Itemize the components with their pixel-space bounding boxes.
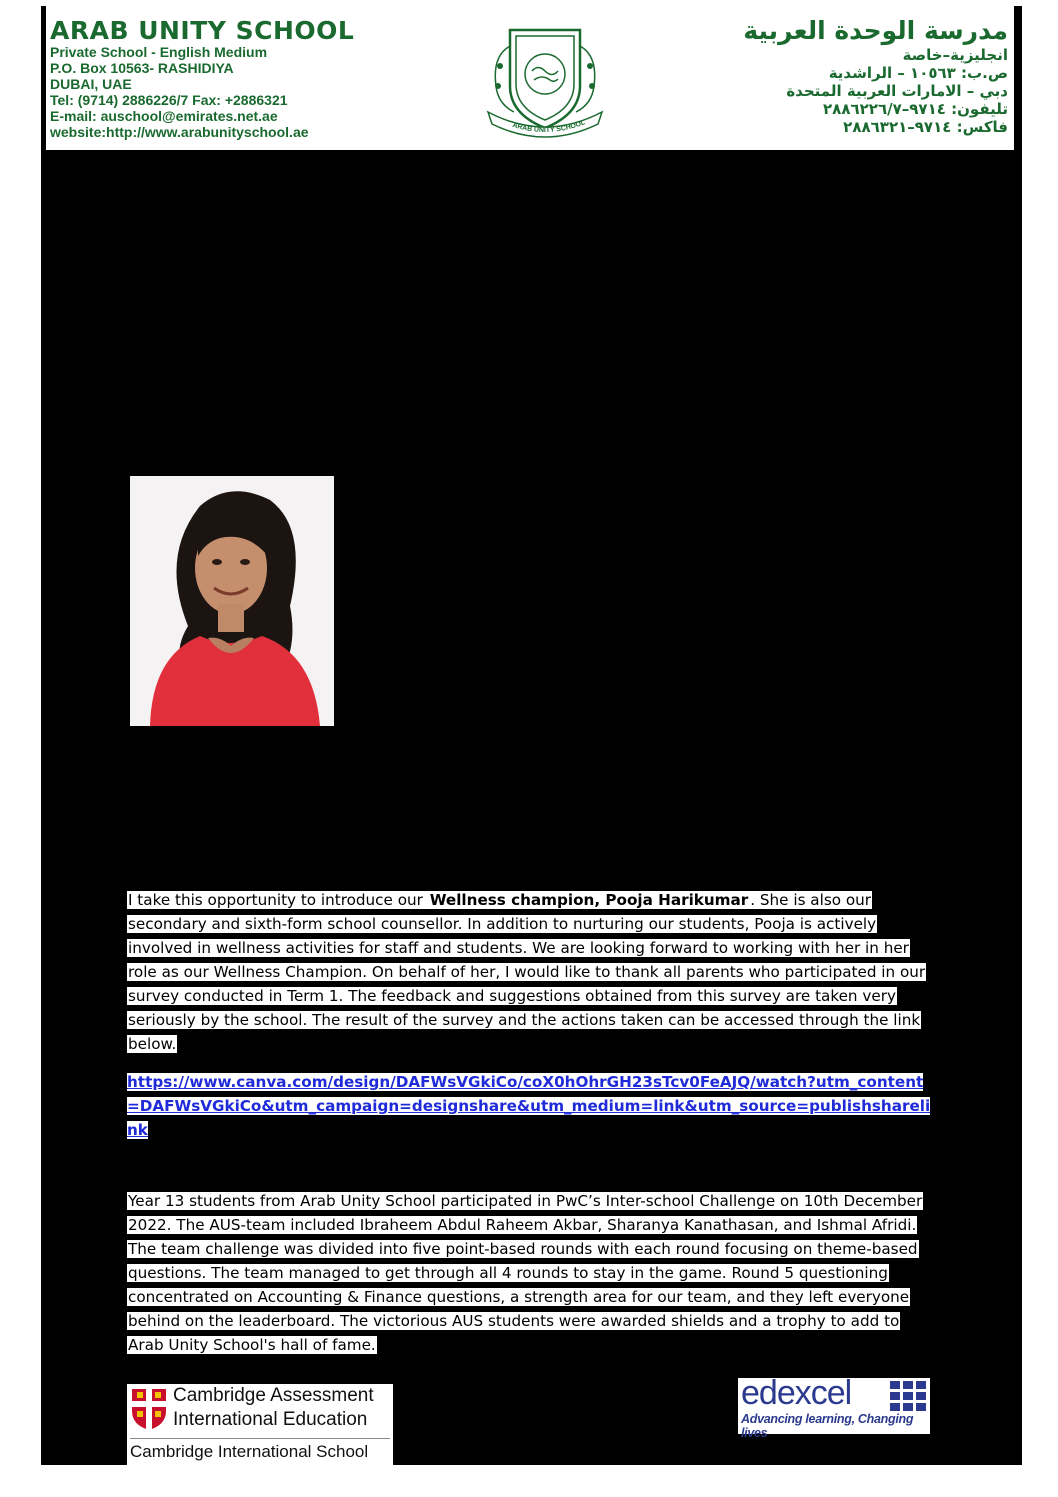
crest-ribbon-text: ARAB UNITY SCHOOL <box>511 119 587 135</box>
school-name-ar: مدرسة الوحدة العربية <box>743 16 1008 45</box>
wellness-paragraph <box>127 888 932 1056</box>
letterhead <box>46 6 1014 150</box>
wellness-champion-photo <box>130 476 334 726</box>
cambridge-logo <box>127 1384 393 1466</box>
website-line: website:http://www.arabunityschool.ae <box>50 124 309 140</box>
address-line-ar: ص.ب: ١٠٥٦٣ – الراشدية <box>828 64 1008 82</box>
phone-line: Tel: (9714) 2886226/7 Fax: +2886321 <box>50 92 288 108</box>
address-line-ar: دبي – الامارات العربية المتحدة <box>786 82 1008 100</box>
cambridge-divider <box>130 1438 390 1439</box>
address-line: DUBAI, UAE <box>50 76 132 92</box>
address-line-ar: انجليزية–خاصة <box>902 46 1008 64</box>
cambridge-line3: Cambridge International School <box>130 1442 369 1461</box>
email-line: E-mail: auschool@emirates.net.ae <box>50 108 278 124</box>
address-line: P.O. Box 10563- RASHIDIYA <box>50 60 234 76</box>
edexcel-wordmark: edexcel <box>741 1374 852 1412</box>
portrait-image <box>130 476 334 726</box>
wellness-intro: I take this opportunity to introduce our <box>128 891 428 909</box>
phone-line-ar: تليفون: ٩٧١٤–٢٨٨٦٢٢٦/٧ <box>823 100 1008 118</box>
school-crest-icon <box>480 16 610 140</box>
pwc-paragraph <box>127 1189 932 1357</box>
letterhead-english <box>50 18 354 140</box>
edexcel-tagline: Advancing learning, Changing lives <box>741 1412 914 1440</box>
school-name-en: ARAB UNITY SCHOOL <box>50 16 355 45</box>
cambridge-shield-icon <box>130 1387 168 1431</box>
edexcel-logo <box>738 1374 930 1440</box>
letterhead-arabic <box>743 16 1008 136</box>
wellness-body: . She is also our secondary and sixth-form school counsellor. In addition to nurturing our students, Pooja is actively involved in wellness activities for staff and students. We are looking forward to working with her in her role as our Wellness Champion. On behalf of her, I would like to thank all parents who participated in our survey conducted in Term 1. The feedback and suggestions obtained from this survey are taken very seriously by the school. The result of the survey and the actions taken can be accessed through the link below. <box>128 891 926 1053</box>
pwc-text: Year 13 students from Arab Unity School participated in PwC’s Inter-school Challenge on 10th December 2022. The AUS-team included Ibraheem Abdul Raheem Akbar, Sharanya Kanathasan, and Ishmal Afridi. The team challenge was divided into five point-based rounds with each round focusing on theme-based questions. The team managed to get through all 4 rounds to stay in the game. Round 5 questioning concentrated on Accounting & Finance questions, a strength area for our team, and they left everyone behind on the leaderboard. The victorious AUS students were awarded shields and a trophy to add to Arab Unity School's hall of fame. <box>128 1192 923 1354</box>
cambridge-line2: International Education <box>173 1409 368 1430</box>
survey-link[interactable]: https://www.canva.com/design/DAFWsVGkiCo/coX0hOhrGH23sTcv0FeAJQ/watch?utm_content=DAFWsVGkiCo&utm_campaign=designshare&utm_medium=link&utm_source=publishsharelink <box>127 1073 931 1139</box>
address-line: Private School - English Medium <box>50 44 268 60</box>
wellness-highlight: Wellness champion, Pooja Harikumar <box>429 891 749 909</box>
edexcel-grid-icon <box>890 1381 926 1411</box>
fax-line-ar: فاكس: ٩٧١٤–٢٨٨٦٣٢١ <box>843 118 1008 136</box>
cambridge-line1: Cambridge Assessment <box>173 1385 374 1406</box>
